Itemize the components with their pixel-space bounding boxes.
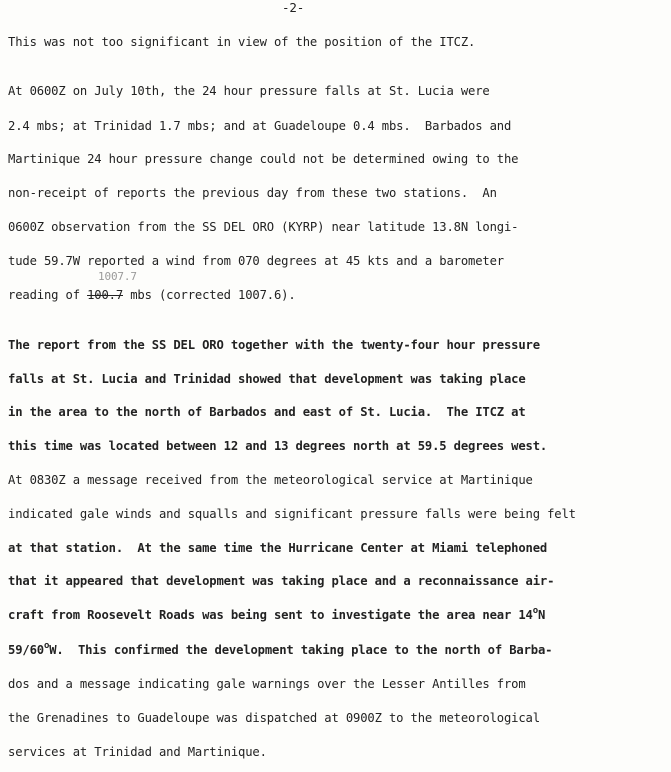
paragraph-1-line: 2.4 mbs; at Trinidad 1.7 mbs; and at Guadeloupe 0.4 mbs. Barbados and [8,119,512,133]
paragraph-2-line: that it appeared that development was taking place and a reconnaissance air- [8,574,555,588]
paragraph-1-line: non-receipt of reports the previous day from these two stations. An [8,186,497,200]
paragraph-2-line-10 [8,642,552,658]
paragraph-1-line: At 0600Z on July 10th, the 24 hour pressure falls at St. Lucia were [8,84,490,98]
paragraph-2-line: The report from the SS DEL ORO together with the twenty-four hour pressure [8,338,540,352]
paragraph-2-line: at that station. At the same time the Hurricane Center at Miami telephoned [8,541,548,555]
line-10-prefix: 59/60 [8,643,44,657]
intro-line: This was not too significant in view of the position of the ITCZ. [8,35,476,49]
line-10-suffix: W. This confirmed the development taking place to the north of Barba- [49,643,553,657]
paragraph-2-line: At 0830Z a message received from the meteorological service at Martinique [8,473,533,487]
line-9-prefix: craft from Roosevelt Roads was being sent to investigate the area near 14 [8,608,533,622]
handwritten-correction: 1007.7 [98,270,137,283]
paragraph-1-line: 0600Z observation from the SS DEL ORO (KYRP) near latitude 13.8N longi- [8,220,519,234]
paragraph-2-line: the Grenadines to Guadeloupe was dispatched at 0900Z to the meteorological [8,711,540,725]
last-line-suffix: mbs (corrected 1007.6). [123,288,296,302]
paragraph-1-last-line [8,287,296,303]
page-number: -2- [282,0,305,15]
paragraph-1-line: tude 59.7W reported a wind from 070 degrees at 45 kts and a barometer [8,254,504,268]
paragraph-2-line: indicated gale winds and squalls and significant pressure falls were being felt [8,507,576,521]
paragraph-2-line: in the area to the north of Barbados and east of St. Lucia. The ITCZ at [8,405,526,419]
line-9-suffix: N [537,608,546,622]
paragraph-2-line: this time was located between 12 and 13 degrees north at 59.5 degrees west. [8,439,548,453]
last-line-prefix: reading of [8,288,88,302]
paragraph-2-line-9 [8,607,545,623]
paragraph-2-line: dos and a message indicating gale warnings over the Lesser Antilles from [8,677,526,691]
paragraph-1-line: Martinique 24 hour pressure change could not be determined owing to the [8,152,519,166]
struck-value: 100.7 [87,288,123,302]
degree-symbol: o [43,641,50,651]
degree-symbol: o [532,606,538,616]
paragraph-2-line: services at Trinidad and Martinique. [8,745,267,759]
paragraph-2-line: falls at St. Lucia and Trinidad showed that development was taking place [8,372,526,386]
